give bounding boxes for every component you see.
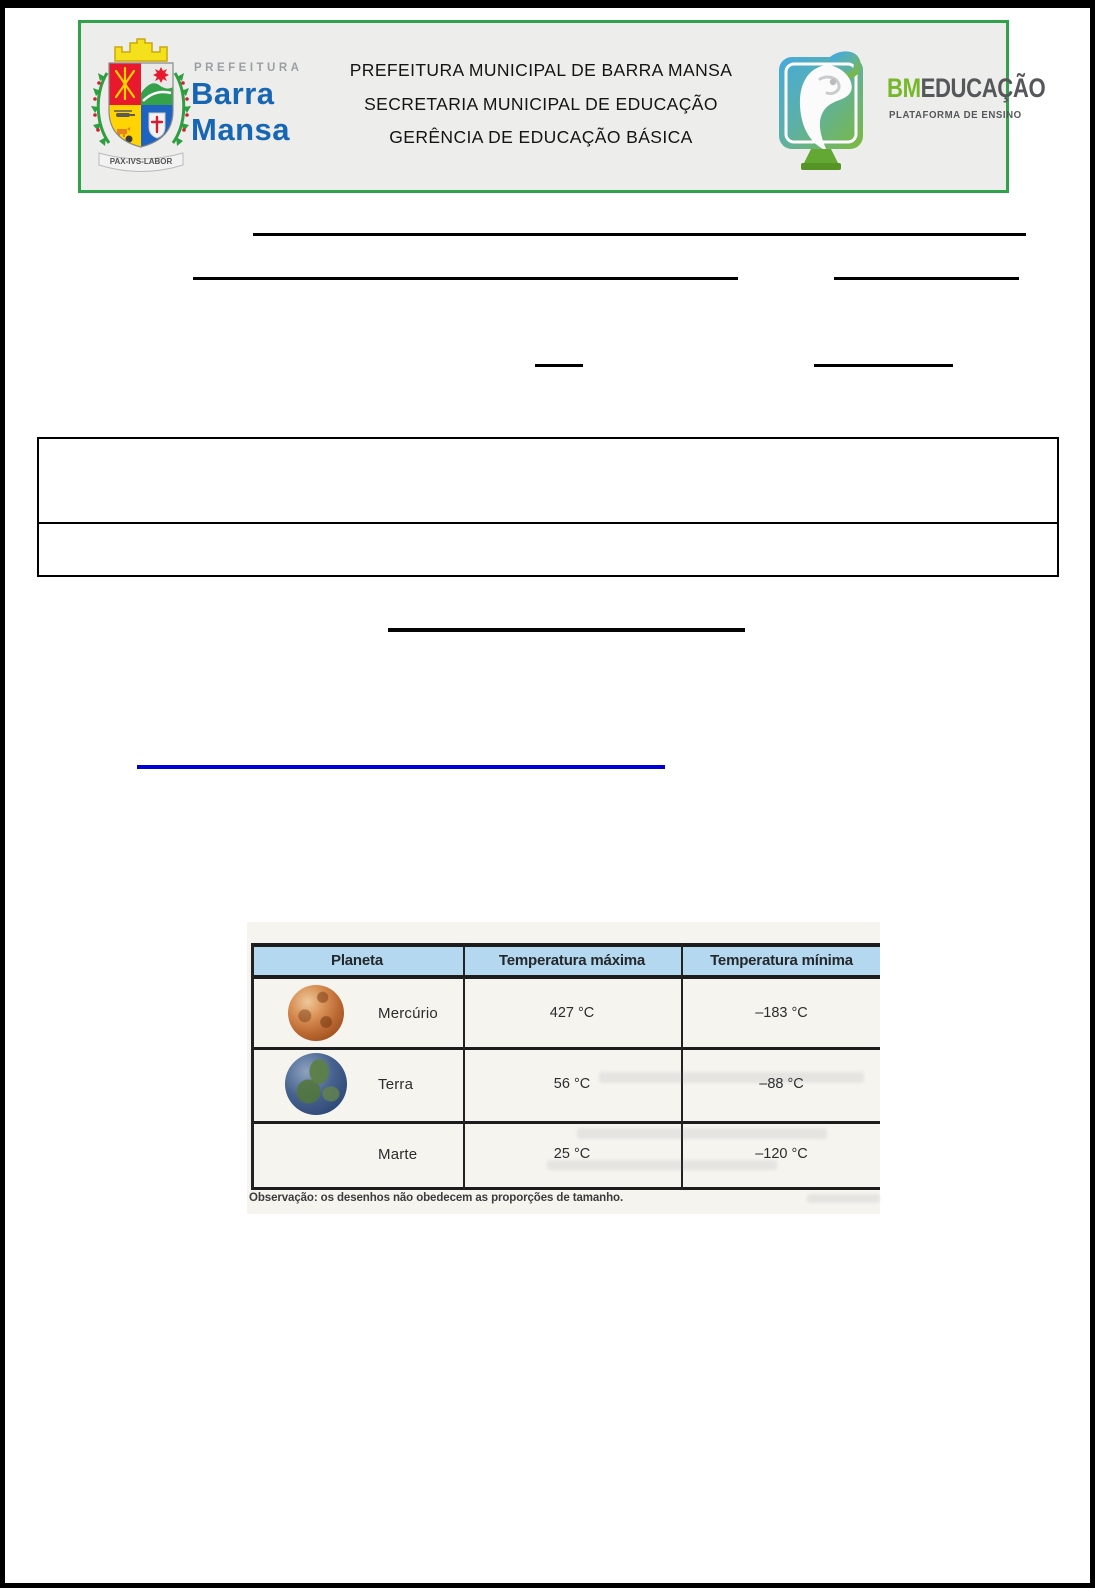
- answer-box-row-2: [39, 524, 1057, 575]
- school-blank-line: [193, 277, 738, 280]
- table-row-earth: [247, 1047, 880, 1121]
- org-line-3: GERÊNCIA DE EDUCAÇÃO BÁSICA: [389, 127, 693, 147]
- scan-bleedthrough: [547, 1160, 777, 1170]
- scan-note: Observação: os desenhos não obedecem as proporções de tamanho.: [249, 1192, 624, 1204]
- bm-educacao-wordmark: [887, 73, 1045, 104]
- temp-max-value: 56 °C: [553, 1076, 591, 1092]
- city-wordmark-line2: Mansa: [191, 112, 290, 147]
- short-blank-line: [535, 364, 583, 367]
- letterhead: [78, 20, 1046, 193]
- temp-max-value: 25 °C: [553, 1146, 591, 1162]
- blue-link-underline: [137, 765, 665, 769]
- textbook-scan: [247, 922, 880, 1214]
- crest-motto: PAX-IVS-LABOR: [109, 157, 173, 166]
- table-row-mercury: [247, 979, 880, 1047]
- mercury-image: [288, 985, 344, 1041]
- section-title-underline: [388, 628, 745, 632]
- planet-name: Mercúrio: [378, 1004, 438, 1022]
- org-line-1: PREFEITURA MUNICIPAL DE BARRA MANSA: [349, 60, 733, 80]
- name-blank-line: [253, 233, 1026, 236]
- bm-educacao-monitor-icon: [775, 49, 867, 175]
- column-header-temp-max: Temperatura máxima: [498, 952, 646, 969]
- bm-text: BM: [887, 73, 921, 103]
- answer-box-row-1: [39, 439, 1057, 524]
- educacao-text: EDUCAÇÃO: [920, 73, 1046, 103]
- prefeitura-label: PREFEITURA: [194, 62, 303, 74]
- planet-name: Terra: [378, 1075, 414, 1093]
- scan-bleedthrough: [599, 1072, 864, 1083]
- mars-image: [287, 1124, 347, 1184]
- temp-min-value: –183 °C: [755, 1005, 808, 1021]
- date-blank-line: [814, 364, 953, 367]
- column-header-planet: Planeta: [331, 952, 383, 969]
- org-line-2: SECRETARIA MUNICIPAL DE EDUCAÇÃO: [364, 93, 718, 114]
- answer-box: [37, 437, 1059, 577]
- column-header-temp-min: Temperatura mínima: [710, 952, 853, 969]
- scan-bleedthrough: [577, 1128, 827, 1139]
- scan-bleedthrough: [807, 1194, 880, 1203]
- class-blank-line: [834, 277, 1019, 280]
- city-wordmark-line1: Barra: [191, 76, 275, 111]
- planet-name: Marte: [378, 1145, 418, 1163]
- bm-tagline: PLATAFORMA DE ENSINO: [889, 109, 1022, 121]
- temp-min-value: –88 °C: [759, 1076, 804, 1092]
- temp-min-value: –120 °C: [755, 1146, 808, 1162]
- temp-max-value: 427 °C: [549, 1005, 595, 1021]
- table-border-bottom: [251, 1187, 880, 1190]
- earth-image: [285, 1053, 347, 1115]
